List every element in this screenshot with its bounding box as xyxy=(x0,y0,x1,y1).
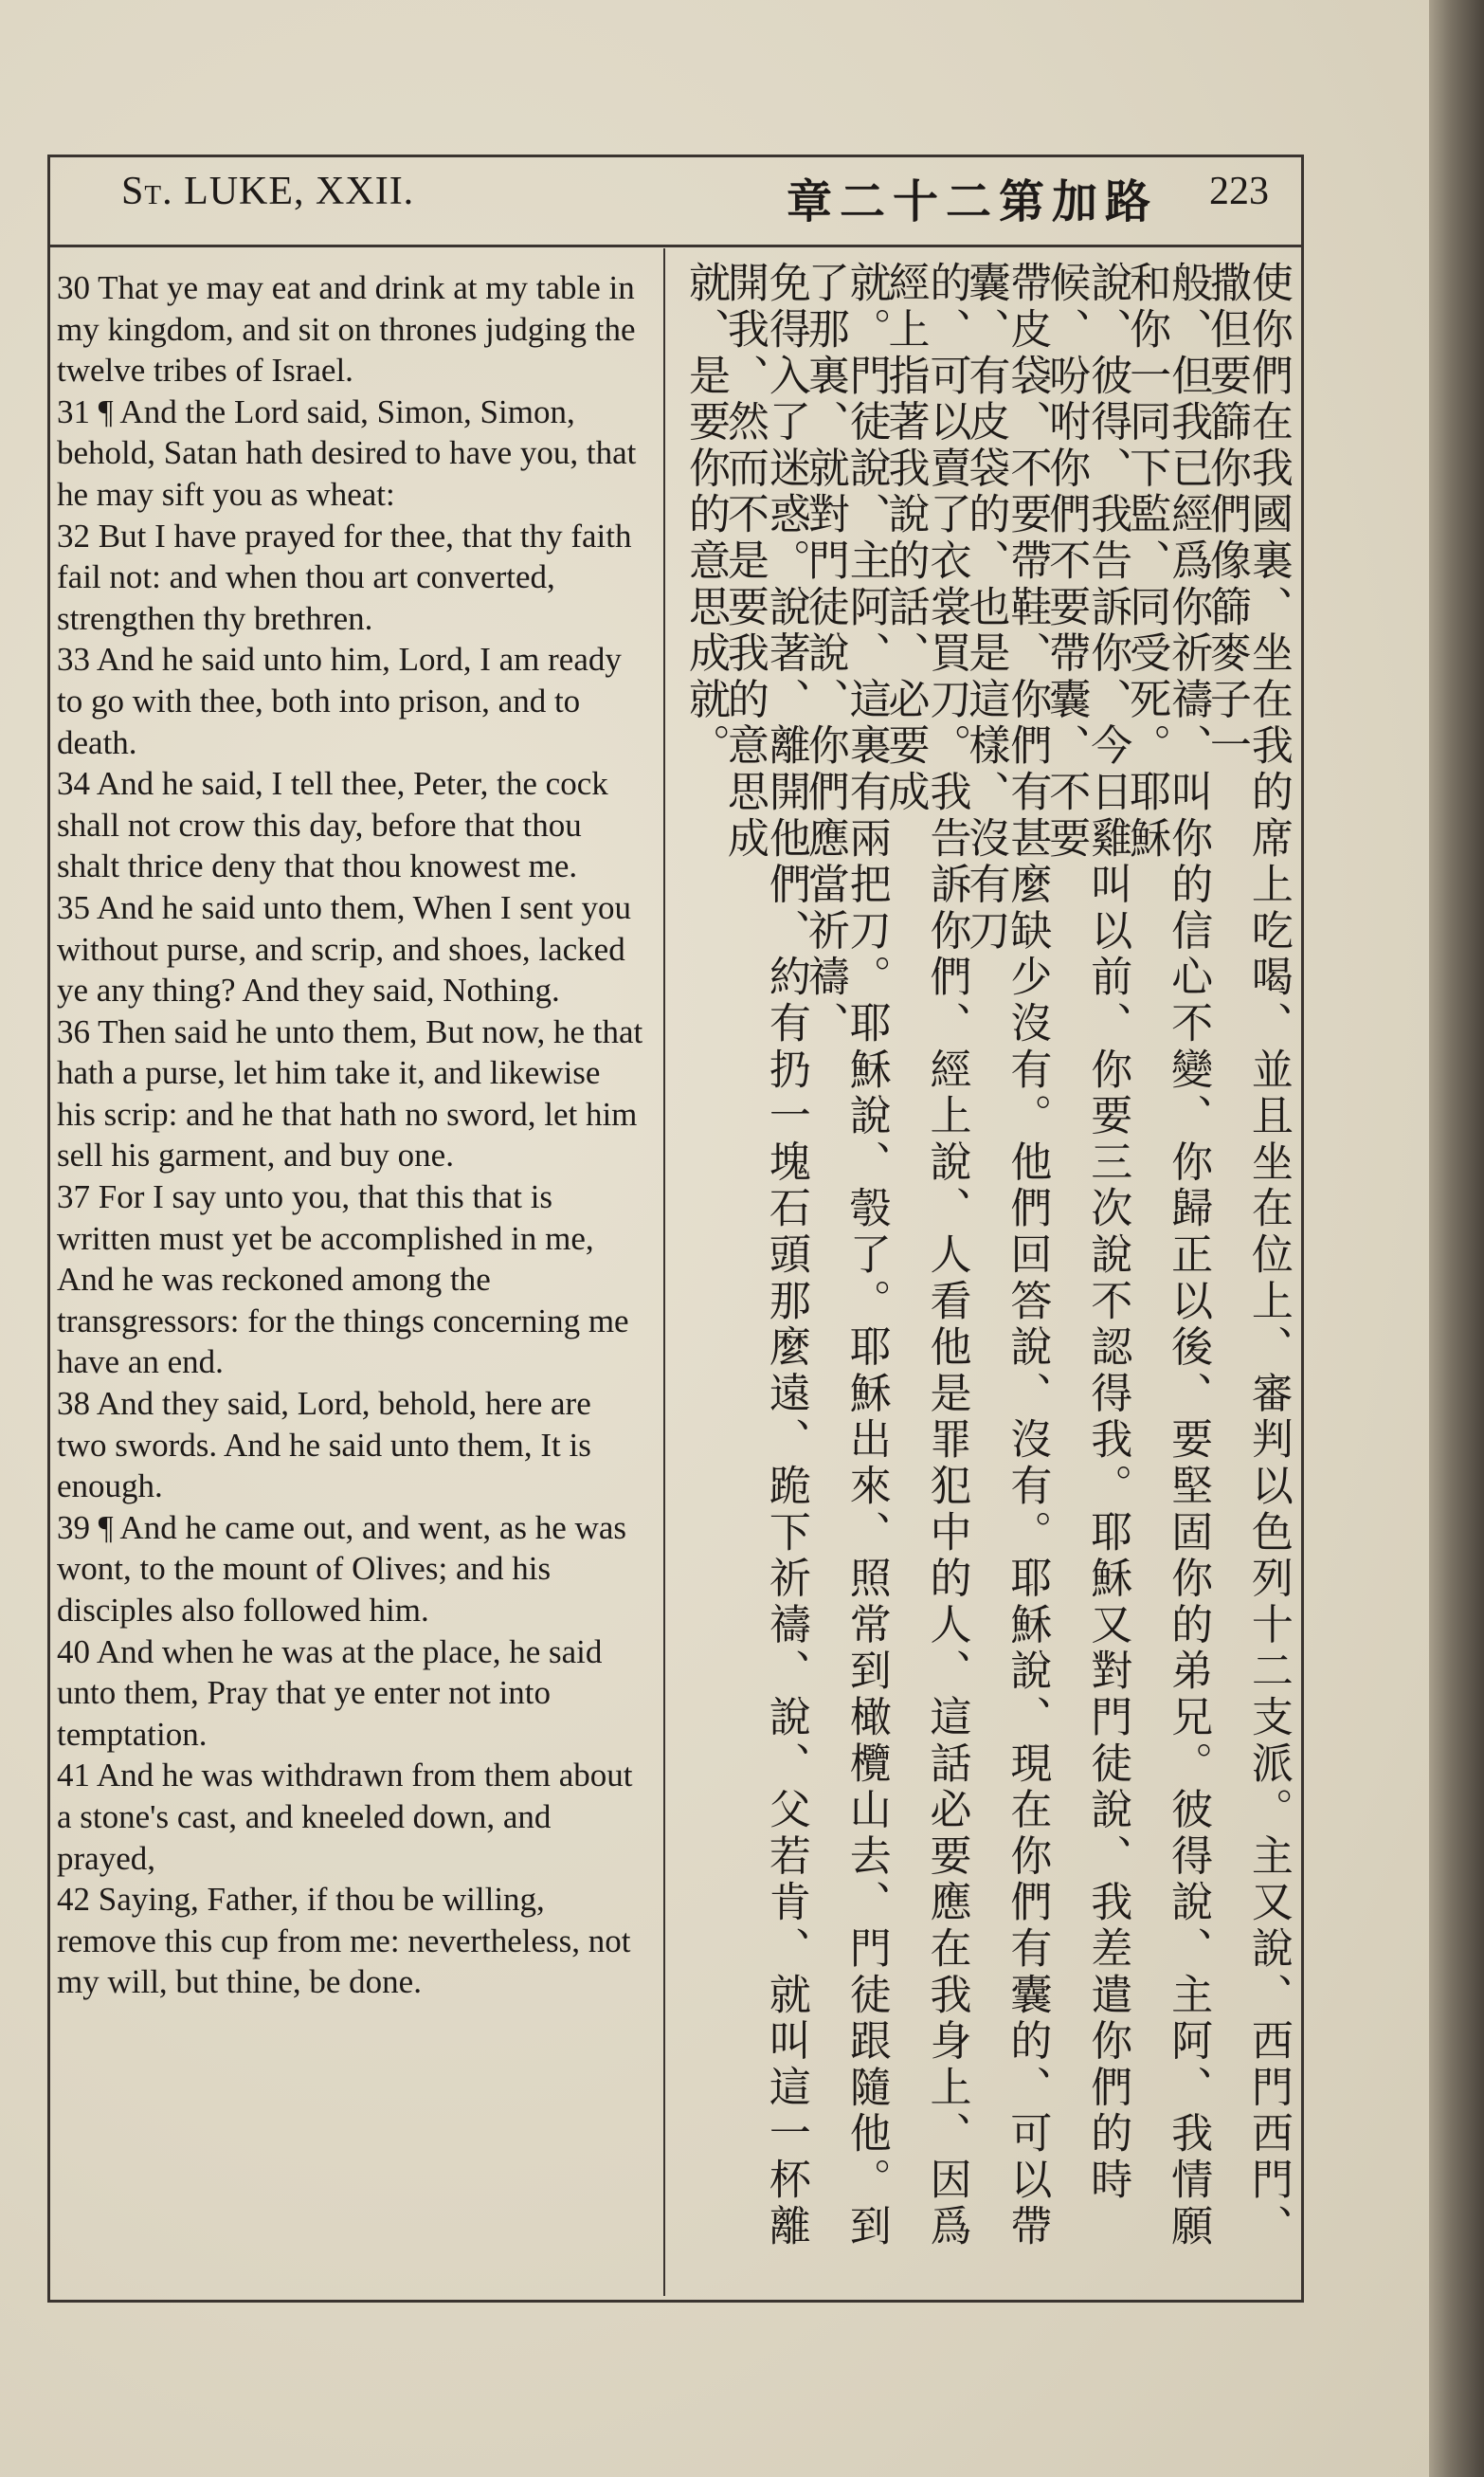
verse-31: 31 ¶ And the Lord said, Simon, Simon, behold, Satan hath desired to have you, that he may sift you as wheat: xyxy=(57,392,637,513)
verse-30: 30 That ye may eat and drink at my table in my kingdom, and sit on thrones judging the twelve tribes of Israel. xyxy=(57,269,636,390)
chinese-line-6: 就。門徒說、主阿、這裏有兩把刀。耶穌說、彀了。耶穌出來、照常到橄欖山去、門徒跟隨他。到了那裏、就對門徒說、你們應當祈禱、 xyxy=(800,261,891,2250)
verse-39: 39 ¶ And he came out, and went, as he was wont, to the mount of Olives; and his disciples also followed him. xyxy=(57,1508,626,1629)
chinese-text-column xyxy=(680,261,1293,2280)
english-text-column xyxy=(57,267,644,2003)
verse-38: 38 And they said, Lord, behold, here are two swords. And he said unto them, It is enough. xyxy=(57,1385,591,1505)
chinese-line-8: 就、是要你的意思成就。 xyxy=(681,261,730,770)
verse-36: 36 Then said he unto them, But now, he that hath a purse, let him take it, and likewise his scrip: and he that hath no sword, let him sell his garment, and buy one. xyxy=(57,1012,643,1175)
chinese-line-4: 帶皮袋、不要帶鞋、你們有甚麼缺少沒有。他們回答說、沒有。耶穌說、現在你們有囊的、可以帶囊、有皮袋的、也是這樣、沒有刀 xyxy=(961,261,1052,2250)
chinese-line-7: 免得入了迷惑。說著、離開他們、約有扔一塊石頭那麼遠、跪下祈禱、說、父若肯、就叫這一杯離開我、然而不是要我的意思成 xyxy=(719,261,810,2250)
verse-42: 42 Saying, Father, if thou be willing, remove this cup from me: nevertheless, not my will, but thine, be done. xyxy=(57,1881,631,2001)
page-edge xyxy=(1429,0,1484,2477)
header-rule xyxy=(47,245,1304,247)
column-divider xyxy=(663,248,665,2296)
verse-35: 35 And he said unto them, When I sent you without purse, and scrip, and shoes, lacked ye any thing? And they said, Nothing. xyxy=(57,888,631,1010)
verse-34: 34 And he said, I tell thee, Peter, the cock shall not crow this day, before that thou shalt thrice deny that thou knowest me. xyxy=(57,765,608,885)
verse-37: 37 For I say unto you, that this that is written must yet be accomplished in me, And he was reckoned among the transgressors: for the things concerning me have an end. xyxy=(57,1178,629,1381)
verse-40: 40 And when he was at the place, he said unto them, Pray that ye enter not into temptation. xyxy=(57,1632,603,1753)
verse-41: 41 And he was withdrawn from them about a stone's cast, and kneeled down, and prayed, xyxy=(57,1757,633,1877)
running-head-chinese: 章二十二第加路 xyxy=(787,175,1159,228)
chinese-line-5: 的、可以賣了衣裳買刀。我告訴你們、經上說、人看他是罪犯中的人、這話必要應在我身上、因爲經上指著我說的話、必要成 xyxy=(880,261,971,2250)
page-number: 223 xyxy=(1209,170,1269,213)
running-head-english: St. LUKE, XXII. xyxy=(121,170,415,213)
verse-32: 32 But I have prayed for thee, that thy faith fail not: and when thou art converted, strengthen thy brethren. xyxy=(57,517,632,637)
chinese-line-2: 般、但我已經爲你祈禱、叫你的信心不變、你歸正以後、要堅固你的弟兄。彼得說、主阿、我情願和你一同下監、同受死。耶穌 xyxy=(1122,261,1213,2250)
chinese-line-1: 使你們在我國裏、坐在我的席上吃喝、並且坐在位上、審判以色列十二支派。主又說、西門西門、撒但要篩你們像篩麥子一 xyxy=(1202,261,1293,2250)
verse-33: 33 And he said unto him, Lord, I am ready to go with thee, both into prison, and to death. xyxy=(57,641,622,761)
chinese-line-3: 說、彼得、我告訴你、今日雞叫以前、你要三次說不認得我。耶穌又對門徒說、我差遣你們的時候、吩咐你們不要帶囊、不要 xyxy=(1041,261,1132,2204)
